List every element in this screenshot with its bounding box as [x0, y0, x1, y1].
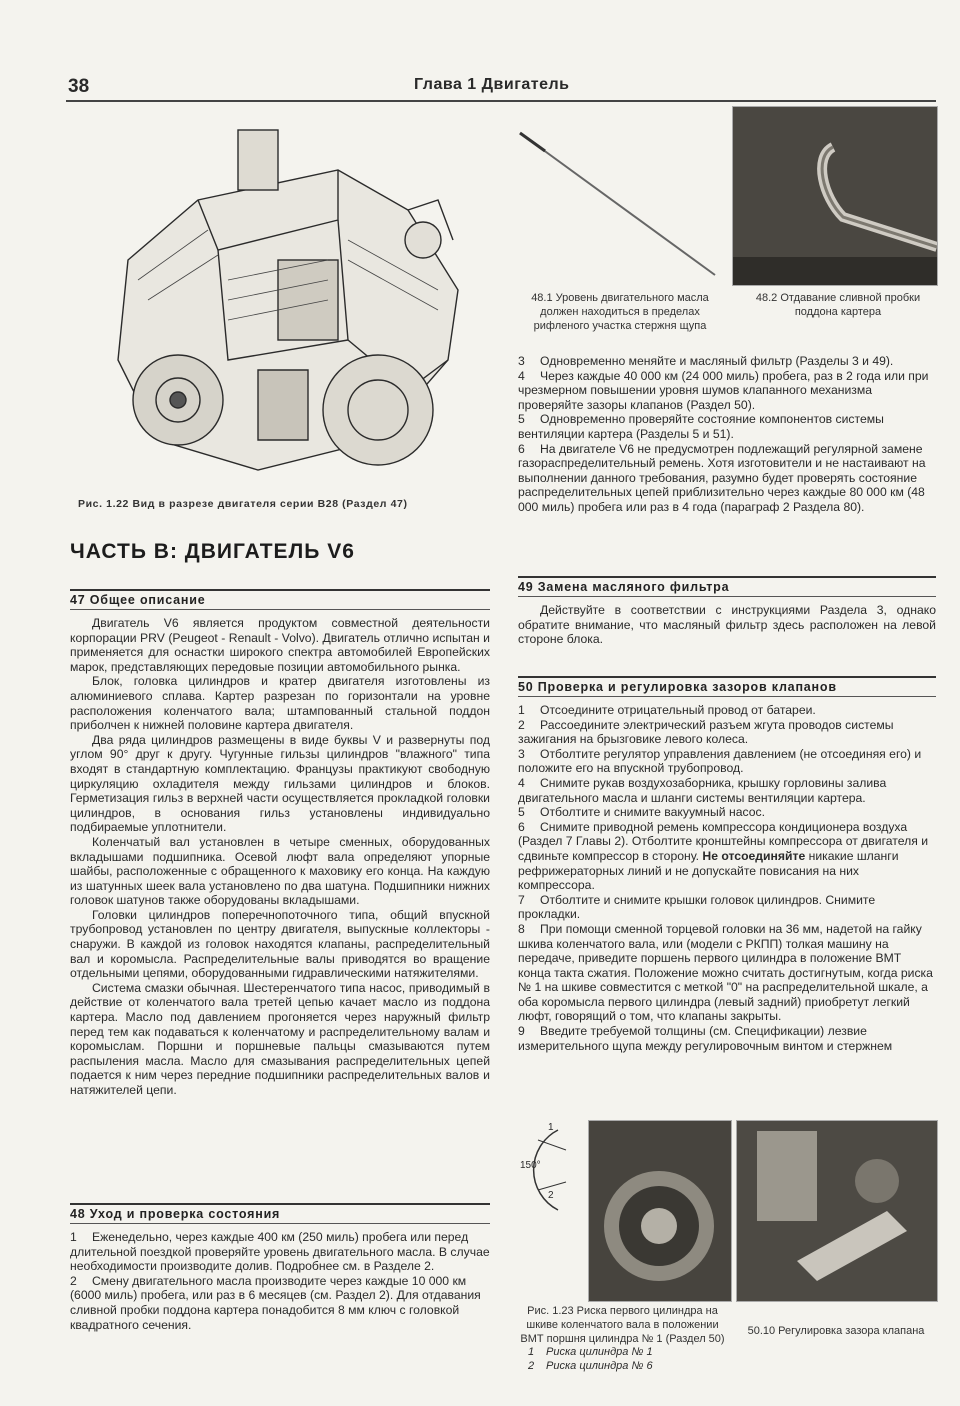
figure-legend	[528, 1345, 728, 1373]
engine-illustration	[78, 110, 478, 490]
pulley-diagram	[518, 1120, 588, 1300]
item-text: При помощи сменной торцевой головки на 36 мм, надетой на гайку шкива коленчатого вала, или (модели с РКПП) толкая машину на передаче, приведите поршень первого цилиндра в положение ВМТ конца такта сжатия. Положение можно считать достигнутым, когда риска № 1 на шкиве совместится с меткой "0" на распределительной шкале, а оба коромысла первого цилиндра (левый задний) приобретут легкий люфт, говорящий о том, что клапаны закрыты.	[518, 921, 933, 1024]
item-text: Отболтите и снимите крышки головок цилиндров. Снимите прокладки.	[518, 892, 876, 922]
legend-number: 2	[528, 1360, 535, 1372]
legend-text: Риска цилиндра № 1	[546, 1346, 653, 1358]
list-item	[518, 747, 936, 776]
item-number: 2	[518, 717, 525, 732]
list-item	[518, 922, 936, 1024]
paragraph: Система смазки обычная. Шестеренчатого типа насос, приводимый в действие от коленчатого вала третей цепью качает масло из поддона картера. Масло под давлением прогоняется через наружный фильтр перед тем как подаваться к коленчатому и распределительному валам и коромыслам. Поршни и поршневые пальцы смазываются путем распыления масла. Масло для смазывания распределительных цепей подается к ним через передние подшипники распределительных валов и натяжителей цепи.	[70, 980, 490, 1097]
list-item	[518, 893, 936, 922]
item-text: Еженедельно, через каждые 400 км (250 миль) пробега или перед длительной поездкой проверяйте уровень двигательного масла. В случае необходимости производите долив. Подробнее см. в Разделе 2.	[70, 1230, 490, 1274]
list-item	[70, 1274, 490, 1332]
item-text: Отболтите регулятор управления давлением (не отсоединяя его) и положите его на впускной трубопровод.	[518, 746, 922, 776]
item-number: 9	[518, 1024, 525, 1039]
item-number: 2	[70, 1273, 77, 1288]
item-number: 6	[518, 819, 525, 834]
section-48	[70, 1203, 490, 1332]
figure-caption-1-22: Рис. 1.22 Вид в разрезе двигателя серии В28 (Раздел 47)	[78, 498, 408, 510]
item-number: 5	[518, 805, 525, 820]
item-text: никакие шланги рефрижераторных линий и не допускайте повисания на них компрессора.	[518, 848, 899, 893]
figure-caption-50-10: 50.10 Регулировка зазора клапана	[747, 1325, 925, 1337]
section-49	[518, 576, 936, 647]
list-item	[518, 412, 936, 441]
paragraph: Двигатель V6 является продуктом совместной деятельности корпорации PRV (Peugeot - Renault - Volvo). Двигатель отлично испытан и применяется для оснастки широкого спектра автомобилей Европейских марок, представляющих передовые позиции автомобильного рынка.	[70, 616, 490, 674]
drain-plug-image	[733, 107, 937, 285]
pulley-photo-image	[589, 1121, 731, 1301]
engine-cutaway-figure	[78, 110, 478, 490]
legend-item	[528, 1359, 728, 1373]
list-item	[518, 442, 936, 515]
item-number: 1	[70, 1230, 77, 1244]
item-number: 1	[518, 703, 525, 717]
item-number: 5	[518, 412, 525, 427]
figure-caption-48-2: 48.2 Отдавание сливной пробки поддона картера	[755, 292, 921, 318]
item-number: 4	[518, 775, 525, 790]
section-50-title: 50 Проверка и регулировка зазоров клапанов	[518, 676, 936, 697]
item-text: Одновременно меняйте и масляный фильтр (Разделы 3 и 49).	[540, 354, 894, 368]
item-text: Рассоедините электрический разъем жгута проводов системы зажигания на брызговике левого колеса.	[518, 717, 894, 747]
figure-caption-48-1: 48.1 Уровень двигательного масла должен находиться в пределах рифленого участка стержня щупа	[531, 292, 709, 332]
section-48-continued	[518, 354, 936, 515]
section-49-title: 49 Замена масляного фильтра	[518, 576, 936, 597]
diagram-label-2: 2	[548, 1190, 554, 1201]
section-48-title: 48 Уход и проверка состояния	[70, 1203, 490, 1224]
list-item	[518, 805, 936, 820]
drain-plug-photo	[732, 106, 938, 286]
item-text: На двигателе V6 не предусмотрен подлежащий регулярной замене газораспределительный ремень. Хотя изготовители и не настаивают на выполнении данного требования, разумно будет проверять состояние распределительных цепей приблизительно через каждые 80 000 км (48 000 миль) пробега или раз в 4 года (параграф 2 Раздела 80).	[518, 441, 926, 514]
page-number: 38	[68, 76, 90, 97]
item-number: 3	[518, 354, 525, 368]
dipstick-illustration	[515, 125, 725, 285]
section-50	[518, 676, 936, 1053]
list-item	[518, 820, 936, 893]
legend-number: 1	[528, 1346, 535, 1358]
header-rule	[66, 100, 936, 102]
paragraph: Коленчатый вал установлен в четыре сменных, оборудованных вкладышами подшипника. Осевой люфт вала определяют упорные шайбы, расположенные с обращенного к маховику его конца. На каждую из шатунных шеек вала установлено по два шатуна. Подшипники нижних головок шатунов также оборудованы вкладышами.	[70, 834, 490, 908]
list-item	[518, 703, 936, 718]
figure-caption-1-23: Рис. 1.23 Риска первого цилиндра на шкиве коленчатого вала в положении ВМТ поршня цилиндра № 1 (Раздел 50)	[520, 1305, 725, 1345]
item-text: Снимите приводной ремень компрессора кондиционера воздуха (Раздел 7 Главы 2). Отболтите кронштейны компрессора от двигателя и сдвиньте компрессор в сторону.	[518, 819, 928, 863]
pulley-figure	[518, 1120, 730, 1300]
item-text: Через каждые 40 000 км (24 000 миль) пробега, раз в 2 года или при чрезмерном повышении уровня шумов клапанного механизма проверяйте зазоры клапанов (Раздел 50).	[518, 368, 929, 412]
valve-clearance-photo	[736, 1120, 938, 1302]
paragraph: Головки цилиндров поперечнопоточного типа, общий впускной трубопровод установлен по центру двигателя, выпускные коллекторы - снаружи. В каждой из головок находятся клапаны, распределительный вал и коромысла. Распределительные валы приводятся во вращение отдельными цепями, оборудованными гидравлическими натяжителями.	[70, 907, 490, 981]
item-text: Снимите рукав воздухозаборника, крышку горловины залива двигательного масла и шланги системы вентиляции картера.	[518, 775, 887, 805]
item-number: 6	[518, 441, 525, 456]
item-text: Отсоедините отрицательный провод от батареи.	[540, 703, 816, 717]
part-b-heading: ЧАСТЬ В: ДВИГАТЕЛЬ V6	[70, 540, 355, 563]
pulley-photo	[588, 1120, 732, 1302]
legend-item	[528, 1345, 728, 1359]
chapter-title: Глава 1 Двигатель	[414, 76, 570, 93]
section-47	[70, 589, 490, 1098]
pulley-scale-diagram	[518, 1120, 588, 1300]
legend-text: Риска цилиндра № 6	[546, 1360, 653, 1372]
list-item	[518, 1024, 936, 1053]
item-number: 4	[518, 368, 525, 383]
item-text: Введите требуемой толщины (см. Спецификации) лезвие измерительного щупа между регулировочным винтом и стержнем	[518, 1024, 893, 1053]
list-item	[518, 718, 936, 747]
item-text: Смену двигательного масла производите через каждые 10 000 км (6000 миль) пробега, или раз в 6 месяцев (см. Раздел 2). Для отдавания сливной пробки поддона картера понадобится 8 мм ключ с головкой квадратного сечения.	[70, 1273, 481, 1332]
list-item	[518, 369, 936, 413]
item-text: Одновременно проверяйте состояние компонентов системы вентиляции картера (Разделы 5 и 51).	[518, 412, 884, 441]
diagram-angle-label: 150°	[520, 1160, 541, 1171]
item-number: 8	[518, 921, 525, 936]
paragraph: Два ряда цилиндров размещены в виде буквы V и развернуты под углом 90° друг к другу. Чугунные гильзы цилиндров "влажного" типа входят в стандартную комплектацию. Французы практикуют свободную циркуляцию охладителя между гильзами цилиндров и блоков. Герметизация гильз в верхней части осуществляется прокладкой головки цилиндров, в основания гильз установлены индивидуально подбираемые уплотнители.	[70, 732, 490, 835]
list-item	[70, 1230, 490, 1274]
item-text: Отболтите и снимите вакуумный насос.	[540, 805, 765, 820]
emphasis-text: Не отсоединяйте	[702, 848, 806, 863]
item-number: 3	[518, 746, 525, 761]
paragraph: Действуйте в соответствии с инструкциями Раздела 3, однако обратите внимание, что масляный фильтр здесь расположен на левой стороне блока.	[518, 603, 936, 647]
item-number: 7	[518, 892, 525, 907]
diagram-label-1: 1	[548, 1122, 554, 1133]
list-item	[518, 776, 936, 805]
paragraph: Блок, головка цилиндров и кратер двигателя изготовлены из алюминиевого сплава. Картер разрезан по горизонтали на уровне расположения коленчатого вала; штампованный стальной поддон приболчен к нижней половине картера двигателя.	[70, 674, 490, 733]
list-item	[518, 354, 936, 369]
section-47-title: 47 Общее описание	[70, 589, 490, 610]
valve-clearance-image	[737, 1121, 937, 1301]
dipstick-figure	[515, 125, 725, 285]
